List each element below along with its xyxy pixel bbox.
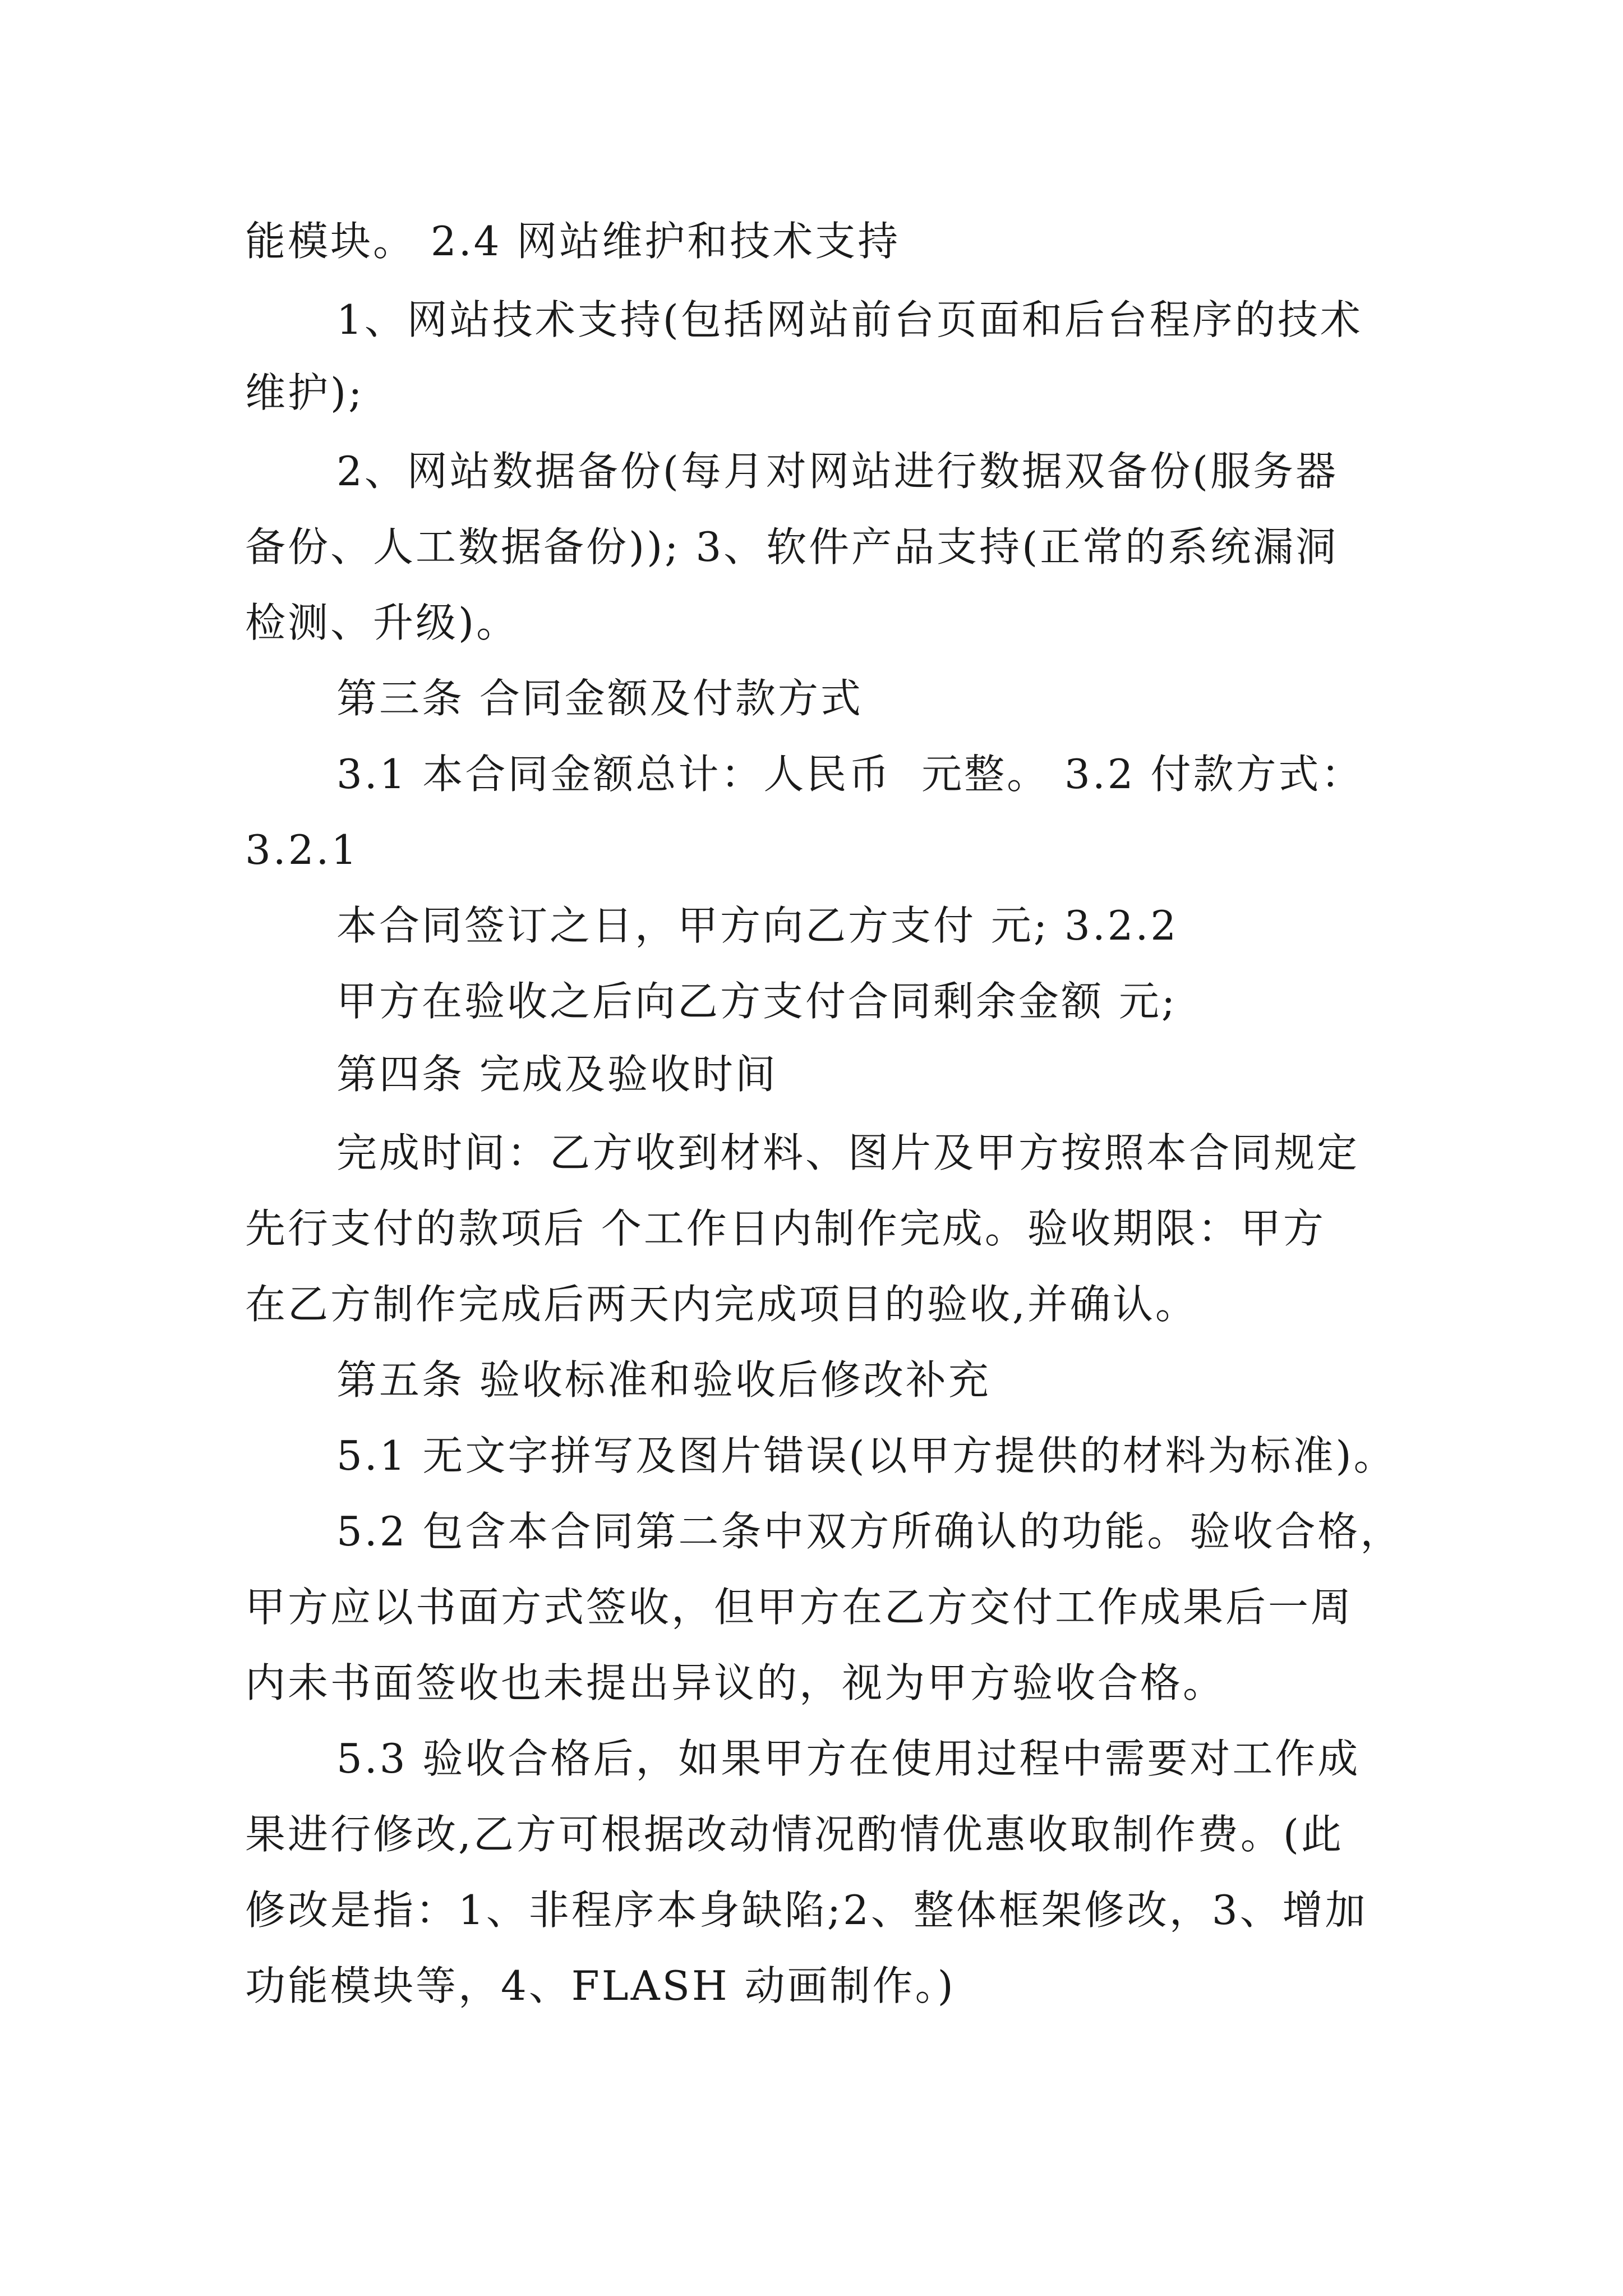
section-heading: 第五条 验收标准和验收后修改补充 (336, 1356, 991, 1404)
section-heading: 第四条 完成及验收时间 (336, 1051, 778, 1098)
text-line: 检测、升级)。 (245, 599, 519, 646)
text-line: 本合同签订之日，甲方向乙方支付 元; 3.2.2 (336, 902, 1179, 949)
text-line: 备份、人工数据备份)); 3、软件产品支持(正常的系统漏洞 (245, 523, 1339, 570)
text-line: 维护); (245, 369, 365, 416)
text-line: 先行支付的款项后 个工作日内制作完成。验收期限：甲方 (245, 1205, 1326, 1252)
text-line: 1、网站技术支持(包括网站前台页面和后台程序的技术 (336, 296, 1363, 343)
text-line: 5.2 包含本合同第二条中双方所确认的功能。验收合格， (336, 1508, 1403, 1555)
text-line: 果进行修改,乙方可根据改动情况酌情优惠收取制作费。(此 (245, 1811, 1344, 1858)
text-line: 5.3 验收合格后，如果甲方在使用过程中需要对工作成 (336, 1735, 1361, 1782)
section-heading: 第三条 合同金额及付款方式 (336, 675, 863, 722)
text-line: 能模块。 2.4 网站维护和技术支持 (245, 218, 901, 265)
text-line: 在乙方制作完成后两天内完成项目的验收,并确认。 (245, 1281, 1198, 1328)
text-line: 内未书面签收也未提出异议的，视为甲方验收合格。 (245, 1659, 1226, 1706)
text-line: 3.2.1 (245, 826, 359, 873)
text-line: 功能模块等，4、FLASH 动画制作。) (245, 1962, 956, 2009)
text-line: 3.1 本合同金额总计：人民币 元整。 3.2 付款方式： (336, 751, 1364, 798)
text-line: 甲方应以书面方式签收，但甲方在乙方交付工作成果后一周 (245, 1584, 1354, 1631)
text-line: 5.1 无文字拼写及图片错误(以甲方提供的材料为标准)。 (336, 1432, 1396, 1479)
text-line: 甲方在验收之后向乙方支付合同剩余金额 元; (336, 978, 1178, 1025)
text-line: 2、网站数据备份(每月对网站进行数据双备份(服务器 (336, 448, 1338, 495)
text-line: 完成时间：乙方收到材料、图片及甲方按照本合同规定 (336, 1129, 1360, 1176)
text-line: 修改是指：1、非程序本身缺陷;2、整体框架修改，3、增加 (245, 1887, 1368, 1934)
